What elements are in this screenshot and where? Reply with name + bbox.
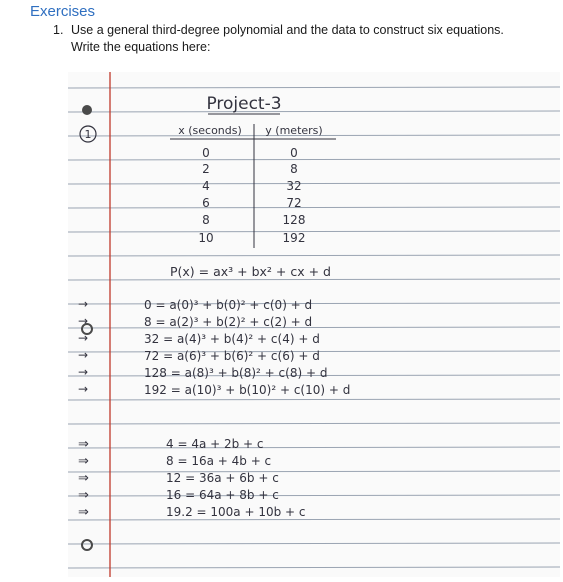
table-cell: 32: [286, 179, 302, 193]
arrow-icon: →: [78, 297, 89, 311]
table-cell: 72: [286, 196, 302, 210]
notebook-page: [68, 72, 560, 577]
rule-line: [68, 543, 560, 544]
rule-line: [68, 159, 560, 160]
double-arrow-icon: ⇒: [78, 437, 89, 452]
rule-line: [68, 231, 560, 232]
double-arrow-icon: ⇒: [78, 505, 89, 520]
arrow-icon: →: [78, 314, 89, 328]
rule-line: [68, 183, 560, 184]
rule-line: [68, 279, 560, 280]
table-cell: 4: [202, 179, 210, 193]
problem-number: 1: [84, 128, 92, 141]
equation: 192 = a(10)³ + b(10)² + c(10) + d: [144, 383, 351, 397]
double-arrow-icon: ⇒: [78, 454, 89, 469]
simplified-equation: 8 = 16a + 4b + c: [166, 454, 272, 468]
rule-line: [68, 495, 560, 496]
rule-line: [68, 111, 560, 112]
rule-line: [68, 255, 560, 256]
arrow-icon: →: [78, 331, 89, 345]
simplified-equation: 4 = 4a + 2b + c: [166, 437, 264, 451]
notebook-photo: [68, 72, 560, 577]
rule-line: [68, 207, 560, 208]
rule-line: [68, 519, 560, 520]
simplified-equation: 12 = 36a + 6b + c: [166, 471, 279, 485]
table-cell: 6: [202, 196, 210, 210]
equations-block: [78, 297, 350, 397]
simplified-equations-block: [78, 437, 306, 520]
table-cell: 128: [282, 213, 306, 227]
rule-line: [68, 87, 560, 88]
rule-line: [68, 471, 560, 472]
simplified-equation: 16 = 64a + 8b + c: [166, 488, 279, 502]
rule-line: [68, 303, 560, 304]
table-cell: 8: [202, 213, 210, 227]
polynomial-expression: P(x) = ax³ + bx² + cx + d: [170, 264, 331, 279]
equation: 0 = a(0)³ + b(0)² + c(0) + d: [144, 298, 313, 312]
table-cell: 8: [290, 162, 298, 176]
table-cell: 2: [202, 162, 210, 176]
simplified-equation: 19.2 = 100a + 10b + c: [166, 505, 306, 519]
table-cell: 10: [198, 231, 214, 245]
rule-line: [68, 567, 560, 568]
rule-line: [68, 399, 560, 400]
ruled-lines: [68, 87, 560, 568]
rule-line: [68, 327, 560, 328]
equation: 72 = a(6)³ + b(6)² + c(6) + d: [144, 349, 320, 363]
equation: 32 = a(4)³ + b(4)² + c(4) + d: [144, 332, 320, 346]
data-table: [170, 124, 336, 248]
arrow-icon: →: [78, 365, 89, 379]
table-header-x: x (seconds): [178, 124, 242, 137]
arrow-icon: →: [78, 382, 89, 396]
table-cell: 0: [202, 146, 210, 160]
rule-line: [68, 423, 560, 424]
binder-hole: [82, 105, 92, 115]
table-cell: 192: [282, 231, 306, 245]
double-arrow-icon: ⇒: [78, 471, 89, 486]
binder-hole: [82, 540, 92, 550]
question-text: Use a general third-degree polynomial and the data to construct six equations. Write the equations here:: [71, 23, 504, 54]
question-number: 1.: [53, 23, 64, 37]
notes-title: Project-3: [206, 94, 282, 114]
equation: 8 = a(2)³ + b(2)² + c(2) + d: [144, 315, 313, 329]
exercises-heading: Exercises: [30, 3, 96, 20]
table-cell: 0: [290, 146, 298, 160]
equation: 128 = a(8)³ + b(8)² + c(8) + d: [144, 366, 328, 380]
rule-line: [68, 447, 560, 448]
arrow-icon: →: [78, 348, 89, 362]
table-header-y: y (meters): [265, 124, 323, 137]
double-arrow-icon: ⇒: [78, 488, 89, 503]
